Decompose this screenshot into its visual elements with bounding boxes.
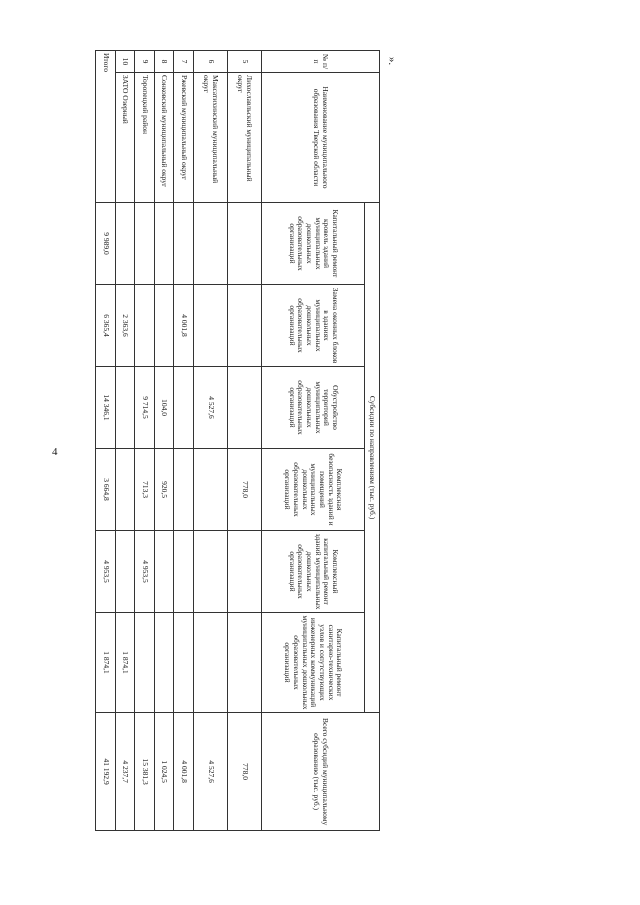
table-row	[227, 51, 261, 831]
cell-territory-improvement: 104,0	[154, 367, 174, 449]
cell-sanitary-repair	[174, 613, 194, 713]
cell-territory-improvement	[115, 367, 135, 449]
cell-complex-repair	[174, 531, 194, 613]
cell-territory-improvement	[174, 367, 194, 449]
municipality-name: Максатихинский муниципальный округ	[193, 73, 227, 203]
cell-sanitary-repair: 1 874,1	[115, 613, 135, 713]
cell-complex-repair	[193, 531, 227, 613]
table-row	[193, 51, 227, 831]
cell-territory-improvement: 4 527,6	[193, 367, 227, 449]
rotated-table-container	[95, 50, 380, 830]
cell-complex-repair	[115, 531, 135, 613]
header-territory-improvement: Обустройство территорий муниципальных дошкольных образовательных организаций	[262, 367, 365, 449]
cell-complex-safety: 713,3	[135, 449, 155, 531]
table-row	[135, 51, 155, 831]
row-number: 8	[154, 51, 174, 73]
row-number: 10	[115, 51, 135, 73]
cell-roof-repair	[227, 203, 261, 285]
cell-complex-repair	[227, 531, 261, 613]
cell-total: 4 527,6	[193, 713, 227, 831]
cell-roof-repair	[135, 203, 155, 285]
row-number: 7	[174, 51, 194, 73]
municipality-name: Торопецкий район	[135, 73, 155, 203]
cell-total: 15 381,3	[135, 713, 155, 831]
cell-window-replacement: 2 363,6	[115, 285, 135, 367]
summary-label: Итого	[96, 51, 116, 203]
header-number: № п/п	[262, 51, 380, 73]
closing-quote-mark: ».	[386, 56, 399, 66]
header-municipality: Наименование муниципального образования Тверской области	[262, 73, 380, 203]
cell-complex-repair	[154, 531, 174, 613]
cell-complex-safety	[193, 449, 227, 531]
row-number: 9	[135, 51, 155, 73]
cell-window-replacement: 4 001,8	[174, 285, 194, 367]
subsidy-table	[95, 50, 380, 831]
row-number: 6	[193, 51, 227, 73]
cell-window-replacement	[227, 285, 261, 367]
table-row	[154, 51, 174, 831]
summary-sanitary-repair: 1 874,1	[96, 613, 116, 713]
table-row	[115, 51, 135, 831]
cell-sanitary-repair	[154, 613, 174, 713]
municipality-name: Сонковский муниципальный округ	[154, 73, 174, 203]
summary-row	[96, 51, 116, 831]
summary-window-replacement: 6 365,4	[96, 285, 116, 367]
header-sanitary-repair: Капитальный ремонт санитарно-технических узлов и сопутствующих инженерных коммуникаций муниципальных дошкольных образовательных организаций	[262, 613, 365, 713]
cell-window-replacement	[135, 285, 155, 367]
cell-territory-improvement	[227, 367, 261, 449]
municipality-name: Ржевский муниципальный округ	[174, 73, 194, 203]
header-roof-repair: Капитальный ремонт кровель зданий муниципальных дошкольных образовательных организаций	[262, 203, 365, 285]
summary-complex-safety: 3 664,8	[96, 449, 116, 531]
header-total: Всего субсидий муниципальному образованию (тыс. руб.)	[262, 713, 380, 831]
cell-total: 4 237,7	[115, 713, 135, 831]
cell-territory-improvement: 9 714,5	[135, 367, 155, 449]
municipality-name: ЗАТО Озерный	[115, 73, 135, 203]
cell-roof-repair	[154, 203, 174, 285]
cell-window-replacement	[193, 285, 227, 367]
cell-complex-safety	[174, 449, 194, 531]
table-row	[174, 51, 194, 831]
header-window-replacement: Замена оконных блоков в зданиях муниципальных дошкольных образовательных организаций	[262, 285, 365, 367]
summary-complex-repair: 4 953,5	[96, 531, 116, 613]
cell-sanitary-repair	[135, 613, 155, 713]
cell-roof-repair	[115, 203, 135, 285]
cell-complex-safety	[115, 449, 135, 531]
page-number: 4	[52, 446, 58, 458]
cell-roof-repair	[193, 203, 227, 285]
cell-complex-repair: 4 953,5	[135, 531, 155, 613]
cell-complex-safety: 778,0	[227, 449, 261, 531]
cell-complex-safety: 920,5	[154, 449, 174, 531]
cell-total: 778,0	[227, 713, 261, 831]
cell-sanitary-repair	[193, 613, 227, 713]
header-complex-safety: Комплексная безопасность зданий и помещений муниципальных дошкольных образовательных организаций	[262, 449, 365, 531]
header-subsidy-group: Субсидии по направлениям (тыс. руб.)	[365, 203, 380, 713]
header-complex-repair: Комплексный капитальный ремонт зданий муниципальных дошкольных образовательных организаций	[262, 531, 365, 613]
cell-total: 1 024,5	[154, 713, 174, 831]
summary-total: 41 192,9	[96, 713, 116, 831]
cell-sanitary-repair	[227, 613, 261, 713]
cell-total: 4 001,8	[174, 713, 194, 831]
summary-territory-improvement: 14 346,1	[96, 367, 116, 449]
cell-roof-repair	[174, 203, 194, 285]
summary-roof-repair: 9 989,0	[96, 203, 116, 285]
cell-window-replacement	[154, 285, 174, 367]
row-number: 5	[227, 51, 261, 73]
municipality-name: Лихославльский муниципальный округ	[227, 73, 261, 203]
